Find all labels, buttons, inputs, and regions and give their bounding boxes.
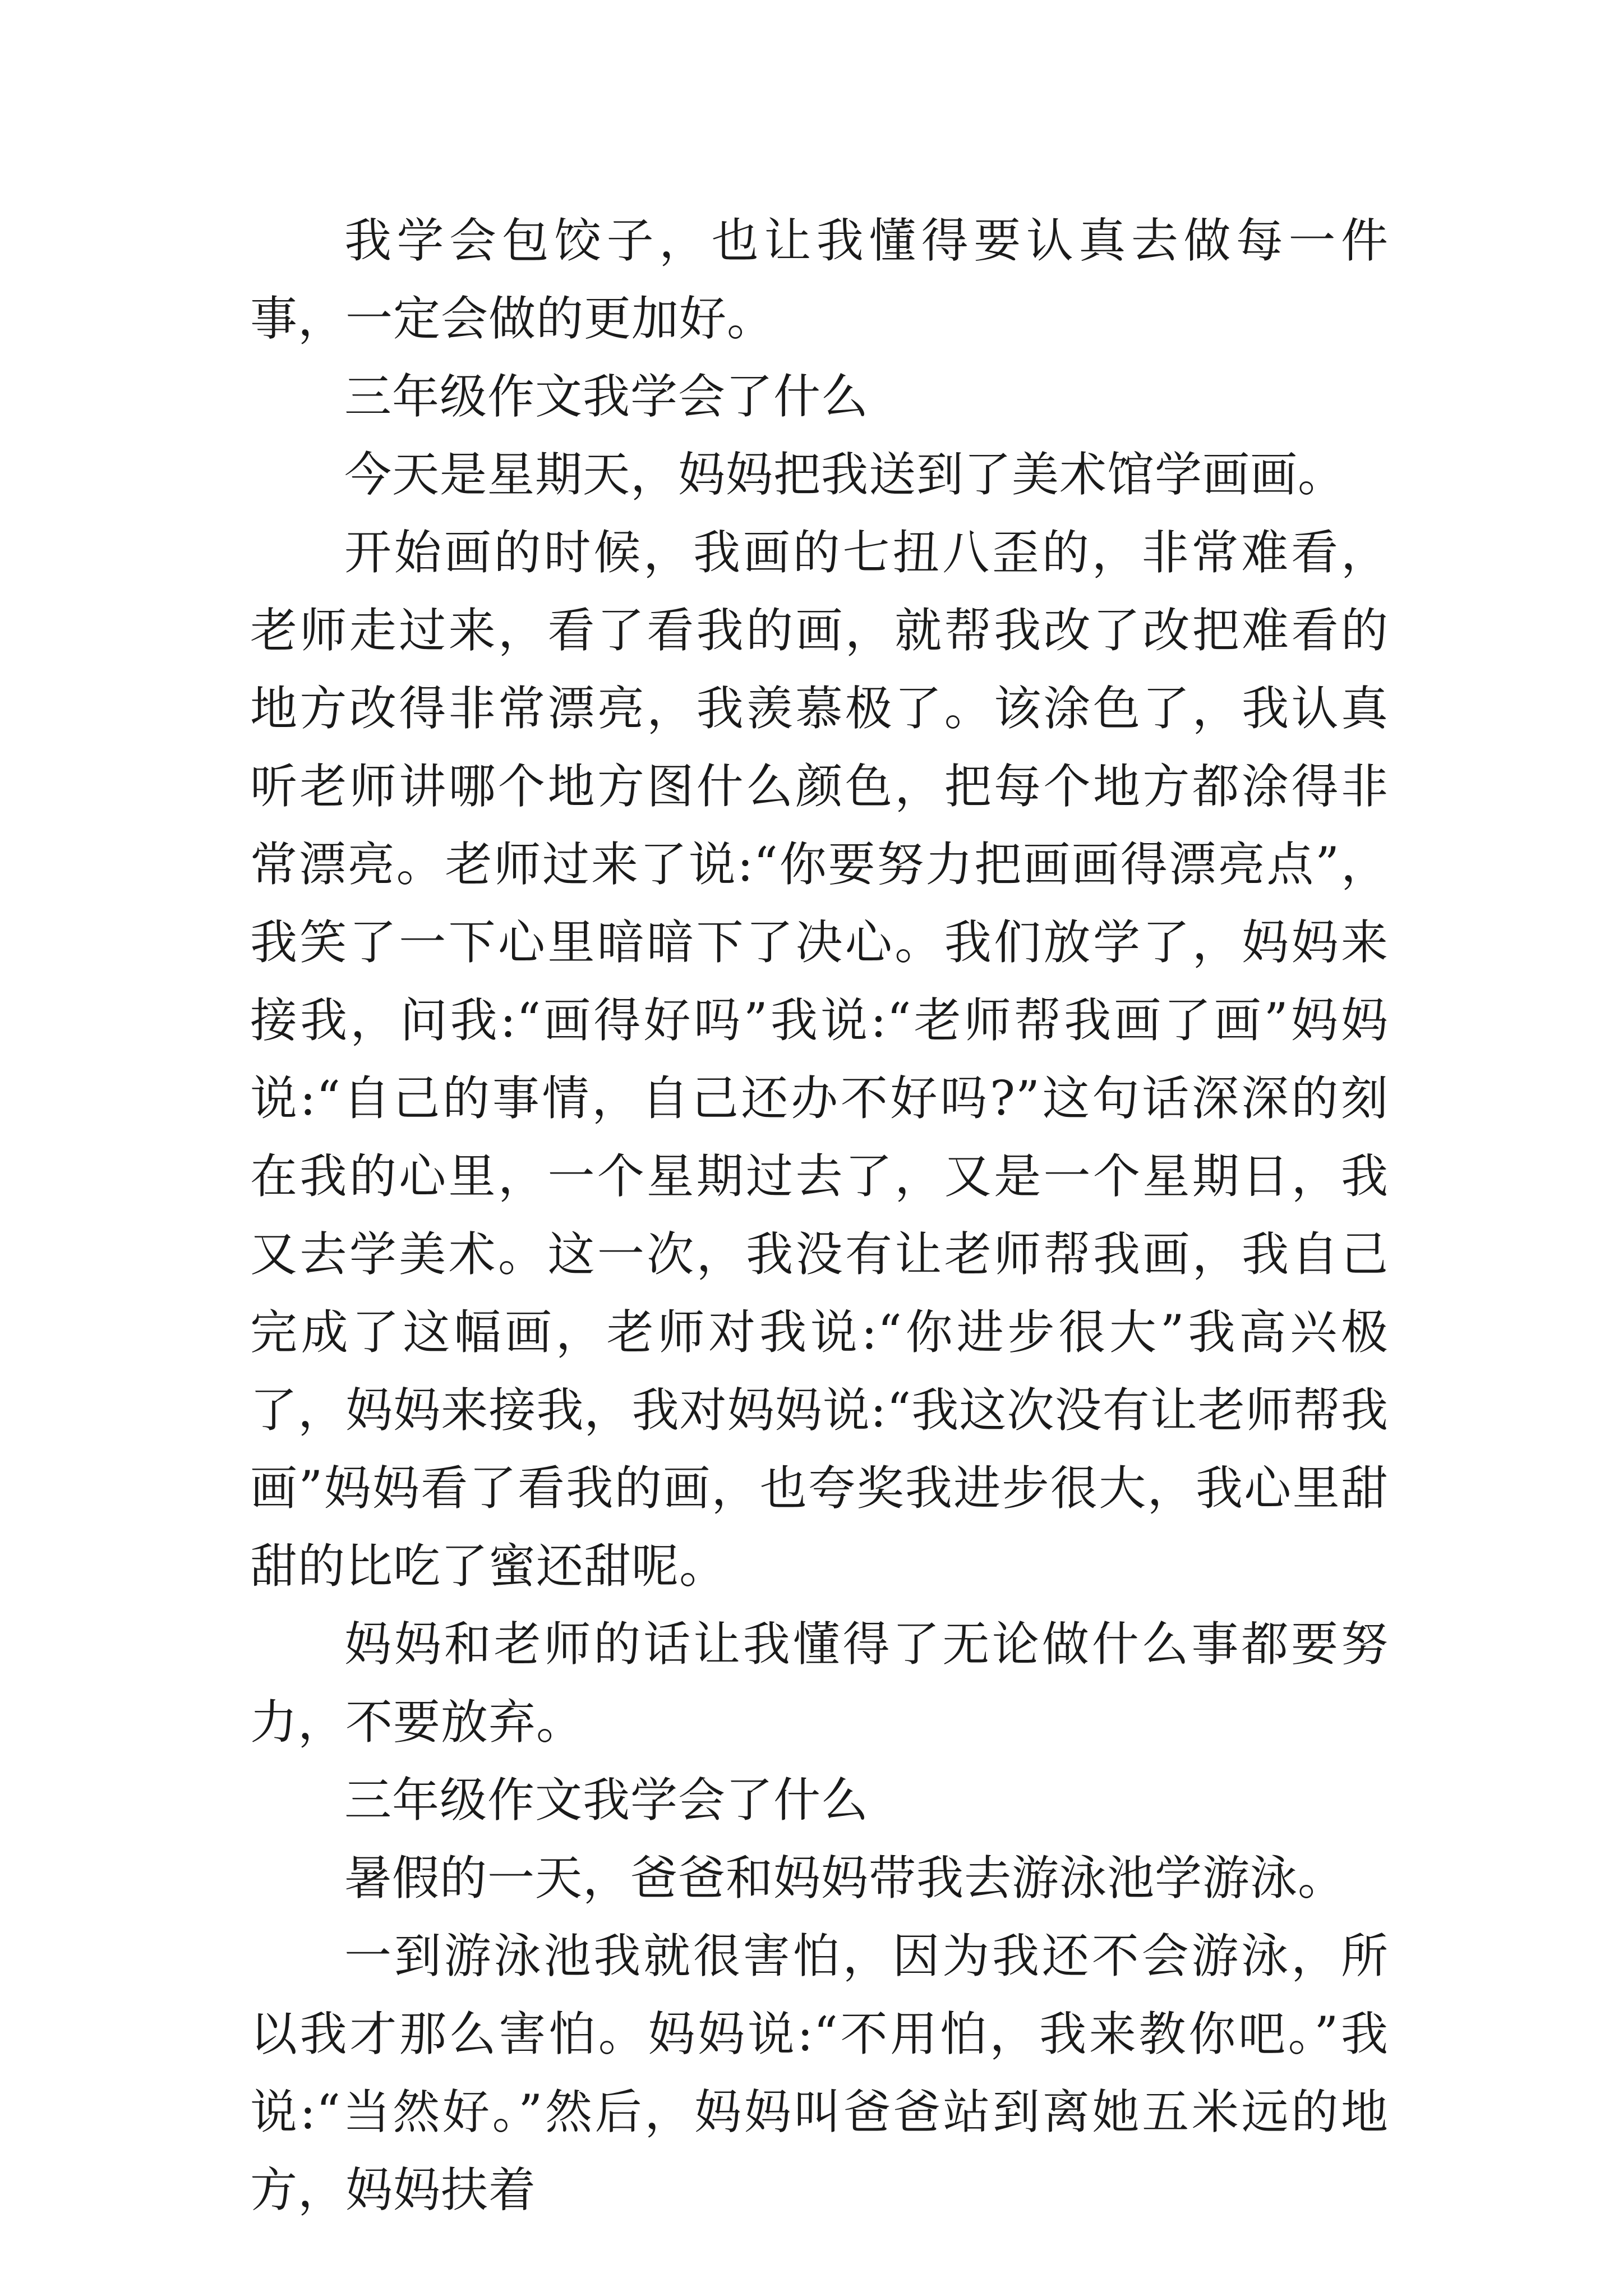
paragraph-art-story: 开始画的时候，我画的七扭八歪的，非常难看，老师走过来，看了看我的画，就帮我改了改把难看的地方改得非常漂亮，我羡慕极了。该涂色了，我认真听老师讲哪个地方图什么颜色，把每个地方都涂得非常漂亮。老师过来了说:“你要努力把画画得漂亮点”，我笑了一下心里暗暗下了决心。我们放学了，妈妈来接我，问我:“画得好吗”我说:“老师帮我画了画”妈妈说:“自己的事情，自己还办不好吗?”这句话深深的刻在我的心里，一个星期过去了，又是一个星期日，我又去学美术。这一次，我没有让老师帮我画，我自己完成了这幅画，老师对我说:“你进步很大”我高兴极了，妈妈来接我，我对妈妈说:“我这次没有让老师帮我画”妈妈看了看我的画，也夸奖我进步很大，我心里甜甜的比吃了蜜还甜呢。 (250, 525, 1389, 1594)
paragraph-art-conclusion: 妈妈和老师的话让我懂得了无论做什么事都要努力，不要放弃。 (250, 1617, 1389, 1750)
essay-title-2: 三年级作文我学会了什么 (344, 1773, 869, 1828)
paragraph-art-intro: 今天是星期天，妈妈把我送到了美术馆学画画。 (344, 447, 1346, 502)
paragraph-dumpling-lesson: 我学会包饺子，也让我懂得要认真去做每一件事，一定会做的更加好。 (250, 213, 1389, 346)
essay-title-1: 三年级作文我学会了什么 (344, 369, 869, 424)
paragraph-swim-intro: 暑假的一天，爸爸和妈妈带我去游泳池学游泳。 (344, 1851, 1346, 1906)
document-body (250, 202, 1389, 2229)
paragraph-swim-story: 一到游泳池我就很害怕，因为我还不会游泳，所以我才那么害怕。妈妈说:“不用怕，我来教你吧。”我说:“当然好。”然后，妈妈叫爸爸站到离她五米远的地方，妈妈扶着 (250, 1929, 1389, 2217)
